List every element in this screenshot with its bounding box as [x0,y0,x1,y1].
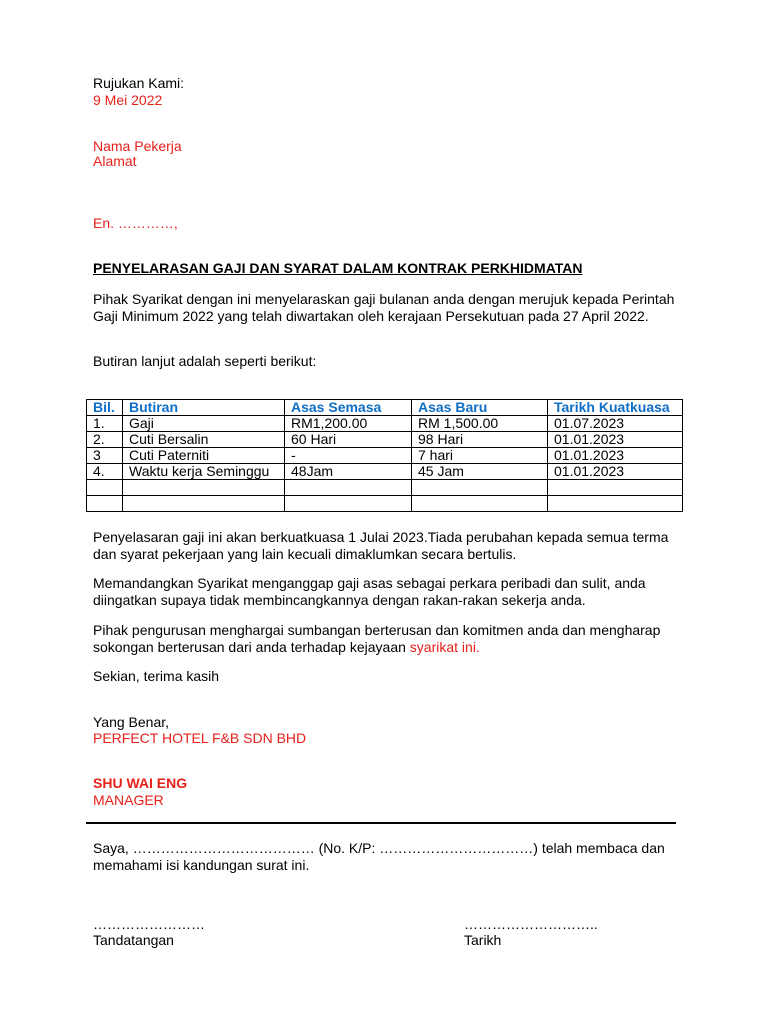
table-cell: 1. [87,416,123,432]
table-cell: Cuti Bersalin [123,432,285,448]
table-cell [123,496,285,512]
confidentiality-paragraph: Memandangkan Syarikat menganggap gaji asas sebagai perkara peribadi dan sulit, anda diingatkan supaya tidak membincangkannya dengan rakan-rakan sekerja anda. [93,575,646,608]
salary-details-table [86,399,683,512]
table-cell: RM 1,500.00 [412,416,548,432]
header-tarikh-kuatkuasa: Tarikh Kuatkuasa [548,400,683,416]
company-name: PERFECT HOTEL F&B SDN BHD [93,730,307,746]
reference-label: Rujukan Kami: [93,75,185,91]
header-asas-semasa: Asas Semasa [285,400,412,416]
recipient-address: Alamat [93,153,137,169]
table-cell: RM1,200.00 [285,416,412,432]
table-cell: 48Jam [285,464,412,480]
table-cell [285,496,412,512]
signatory-name: SHU WAI ENG [93,775,188,791]
table-header-row [87,400,683,416]
closing-line: Sekian, terima kasih [93,668,220,684]
table-cell: 45 Jam [412,464,548,480]
company-reference: syarikat ini. [409,639,480,655]
acknowledgement-text: Saya, ………………………………… (No. K/P: ……………………………) telah membaca dan memahami isi kandungan surat ini. [93,840,665,873]
table-cell: 01.01.2023 [548,432,683,448]
sign-off-label: Yang Benar, [93,714,170,730]
table-cell [285,480,412,496]
intro-paragraph: Pihak Syarikat dengan ini menyelaraskan gaji bulanan anda dengan merujuk kepada Perintah Gaji Minimum 2022 yang telah diwartakan oleh kerajaan Persekutuan pada 27 April 2022. [93,291,675,324]
signatory-position: MANAGER [93,792,164,808]
table-row-empty [87,496,683,512]
table-cell: Cuti Paterniti [123,448,285,464]
date-line: ……………………….. [464,916,598,932]
date-label: Tarikh [464,932,502,948]
header-bil: Bil. [87,400,123,416]
table-row-empty [87,480,683,496]
table-cell [87,496,123,512]
table-cell: 98 Hari [412,432,548,448]
divider-line [86,822,676,824]
table-cell [548,496,683,512]
table-row [87,416,683,432]
letter-date: 9 Mei 2022 [93,92,163,108]
table-cell: 01.01.2023 [548,464,683,480]
header-butiran: Butiran [123,400,285,416]
table-cell [412,480,548,496]
table-cell [548,480,683,496]
table-cell: 4. [87,464,123,480]
table-cell: 60 Hari [285,432,412,448]
salutation: En. …………, [93,215,178,231]
details-lead: Butiran lanjut adalah seperti berikut: [93,353,317,369]
table-cell: 3 [87,448,123,464]
appreciation-text: Pihak pengurusan menghargai sumbangan berterusan dan komitmen anda dan mengharap sokongan berterusan dari anda terhadap kejayaan [93,622,661,655]
table-cell: Waktu kerja Seminggu [123,464,285,480]
table-cell: 7 hari [412,448,548,464]
table-cell: 01.07.2023 [548,416,683,432]
table-cell: Gaji [123,416,285,432]
table-cell: 01.01.2023 [548,448,683,464]
table-row [87,464,683,480]
letter-title: PENYELARASAN GAJI DAN SYARAT DALAM KONTRAK PERKHIDMATAN [93,260,583,276]
table-cell [123,480,285,496]
header-asas-baru: Asas Baru [412,400,548,416]
table-cell: - [285,448,412,464]
recipient-name: Nama Pekerja [93,138,182,154]
signature-line: …………………… [93,916,205,932]
table-cell: 2. [87,432,123,448]
table-cell [87,480,123,496]
table-cell [412,496,548,512]
appreciation-paragraph [93,622,682,656]
table-row [87,448,683,464]
signature-label: Tandatangan [93,932,174,948]
table-row [87,432,683,448]
effective-date-paragraph: Penyelasaran gaji ini akan berkuatkuasa 1 Julai 2023.Tiada perubahan kepada semua terma dan syarat pekerjaan yang lain kecuali dimaklumkan secara bertulis. [93,529,669,562]
